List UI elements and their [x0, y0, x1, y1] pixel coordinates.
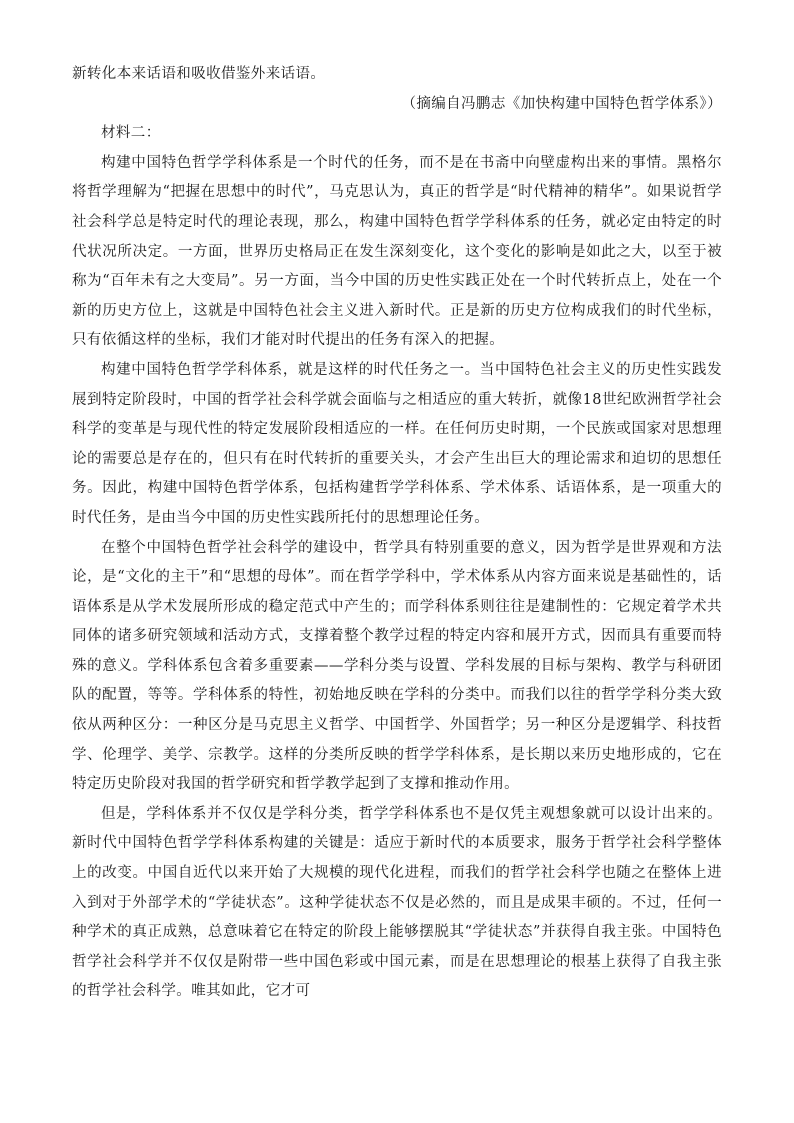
body-paragraph: 构建中国特色哲学学科体系，就是这样的时代任务之一。当中国特色社会主义的历史性实践发展到特定阶段时，中国的哲学社会科学就会面临与之相适应的重大转折，就像18世纪欧洲哲学社会科学的变革是与现代性的特定发展阶段相适应的一样。在任何历史时期，一个民族或国家对思想理论的需要总是存在的，但只有在时代转折的重要关头，才会产生出巨大的理论需求和迫切的思想任务。因此，构建中国特色哲学体系，包括构建哲学学科体系、学术体系、话语体系，是一项重大的时代任务，是由当今中国的历史性实践所托付的思想理论任务。 — [72, 361, 722, 526]
body-paragraph: 在整个中国特色哲学社会科学的建设中，哲学具有特别重要的意义，因为哲学是世界观和方法论，是“文化的主干”和“思想的母体”。而在哲学学科中，学术体系从内容方面来说是基础性的，话语体系是从学术发展所形成的稳定范式中产生的；而学科体系则往往是建制性的：它规定着学术共同体的诸多研究领域和活动方式，支撑着整个教学过程的特定内容和展开方式，因而具有重要而特殊的意义。学科体系包含着多重要素——学科分类与设置、学科发展的目标与架构、教学与科研团队的配置，等等。学科体系的特性，初始地反映在学科的分类中。而我们以往的哲学学科分类大致依从两种区分：一种区分是马克思主义哲学、中国哲学、外国哲学；另一种区分是逻辑学、科技哲学、伦理学、美学、宗教学。这样的分类所反映的哲学学科体系，是长期以来历史地形成的，它在特定历史阶段对我国的哲学研究和哲学教学起到了支撑和推动作用。 — [72, 539, 722, 793]
body-paragraph: 但是，学科体系并不仅仅是学科分类，哲学学科体系也不是仅凭主观想象就可以设计出来的。新时代中国特色哲学学科体系构建的关键是：适应于新时代的本质要求，服务于哲学社会科学整体上的改变。中国自近代以来开始了大规模的现代化进程，而我们的哲学社会科学也随之在整体上进入到对于外部学术的“学徒状态”。这种学徒状态不仅是必然的，而且是成果丰硕的。不过，任何一种学术的真正成熟，总意味着它在特定的阶段上能够摆脱其“学徒状态”并获得自我主张。中国特色哲学社会科学并不仅仅是附带一些中国色彩或中国元素，而是在思想理论的根基上获得了自我主张的哲学社会科学。唯其如此，它才可 — [72, 805, 722, 1000]
document-page — [72, 60, 722, 1007]
body-paragraph: 构建中国特色哲学学科体系是一个时代的任务，而不是在书斋中向壁虚构出来的事情。黑格尔将哲学理解为“把握在思想中的时代”，马克思认为，真正的哲学是“时代精神的精华”。如果说哲学社会科学总是特定时代的理论表现，那么，构建中国特色哲学学科体系的任务，就必定由特定的时代状况所决定。一方面，世界历史格局正在发生深刻变化，这个变化的影响是如此之大，以至于被称为“百年未有之大变局”。另一方面，当今中国的历史性实践正处在一个时代转折点上，处在一个新的历史方位上，这就是中国特色社会主义进入新时代。正是新的历史方位构成我们的时代坐标，只有依循这样的坐标，我们才能对时代提出的任务有深入的把握。 — [72, 154, 722, 349]
opening-line: 新转化本来话语和吸收借鉴外来话语。 — [72, 66, 326, 82]
source-citation: （摘编自冯鹏志《加快构建中国特色哲学体系》） — [401, 95, 722, 112]
material-heading: 材料二： — [101, 125, 161, 142]
